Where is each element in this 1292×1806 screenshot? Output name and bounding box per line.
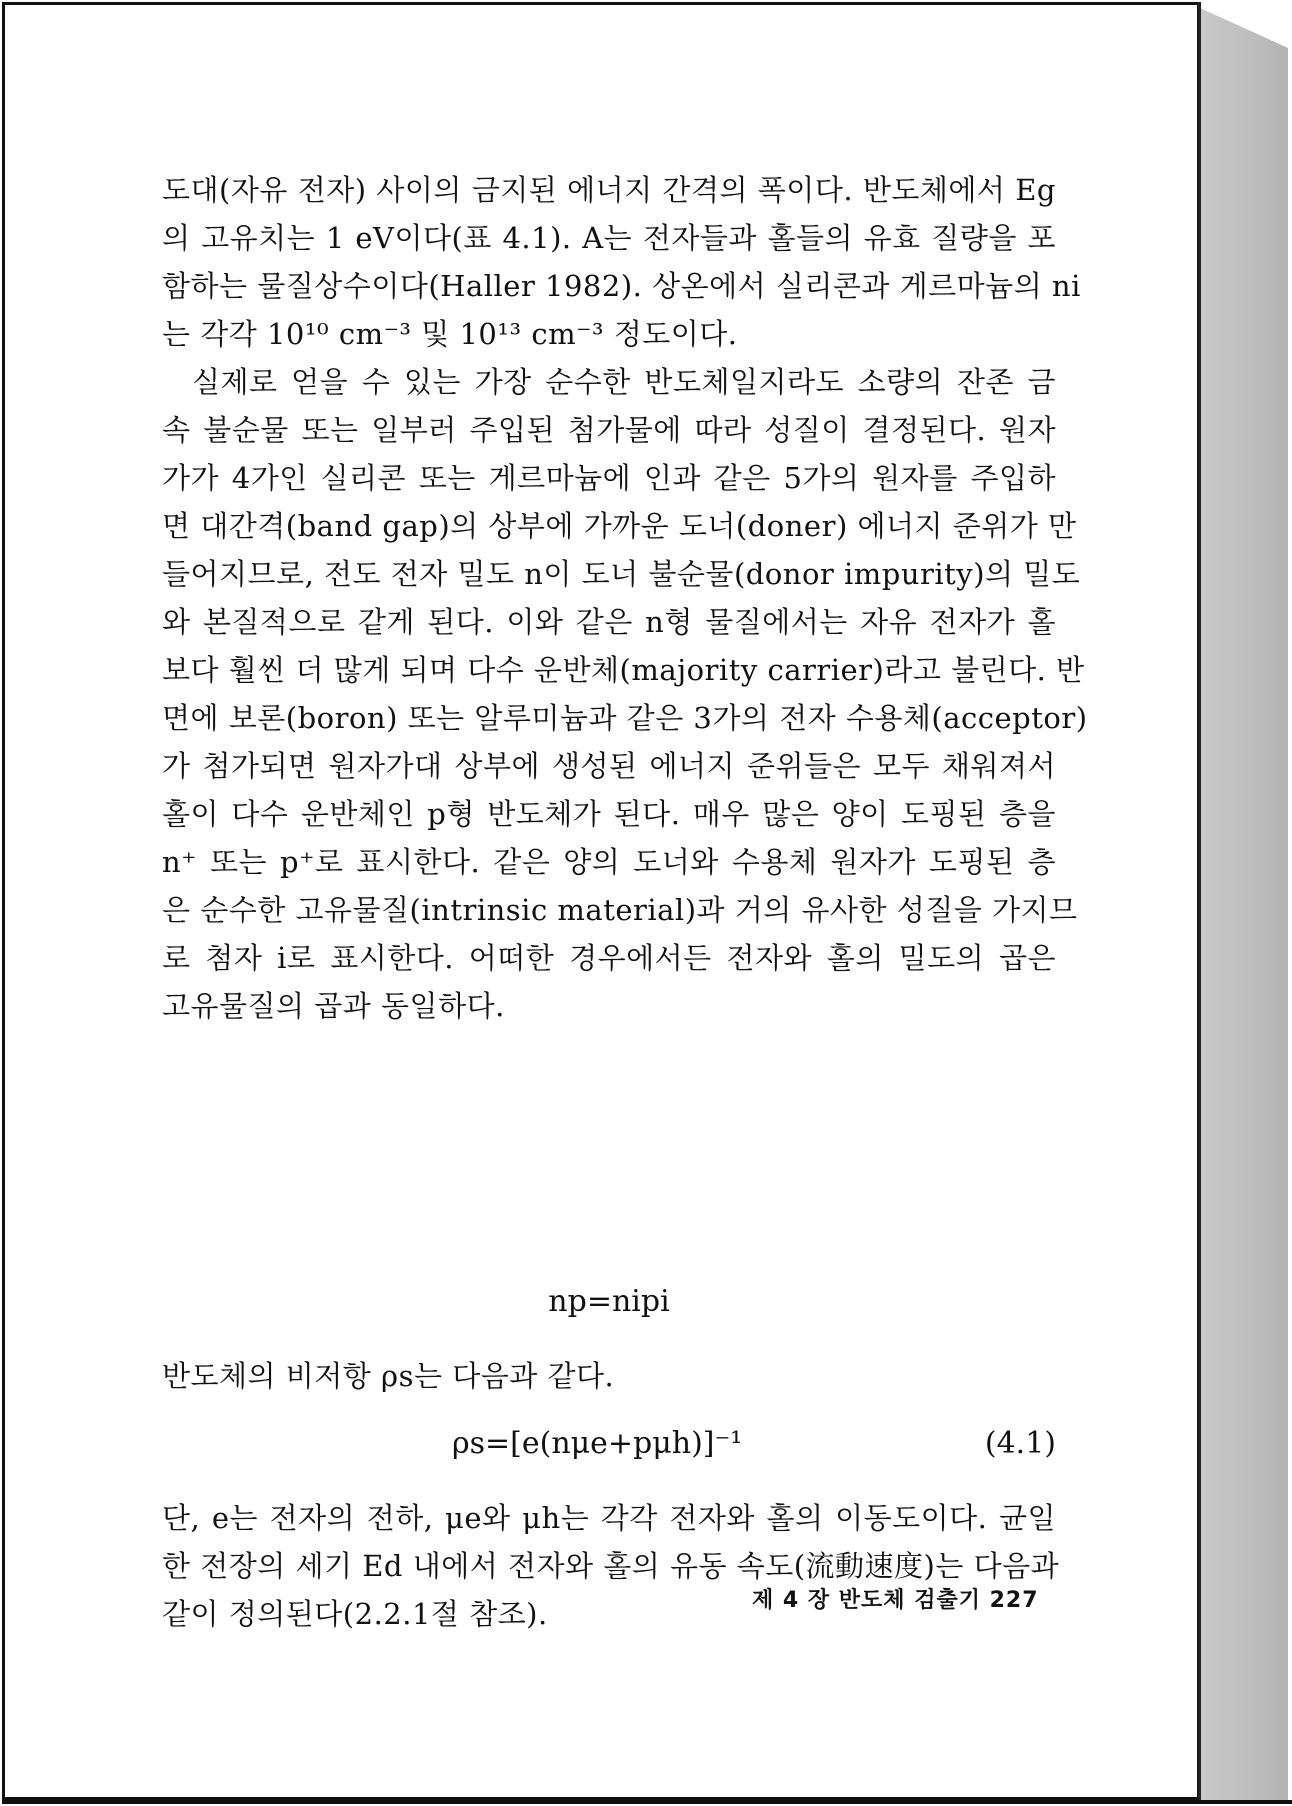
equation-4-1 xyxy=(162,1420,1056,1468)
mobility-line-2: 한 전장의 세기 Ed 내에서 전자와 홀의 유동 속도(流動速度)는 다음과 xyxy=(162,1549,1060,1583)
body-line-5: 실제로 얻을 수 있는 가장 순수한 반도체일지라도 소량의 잔존 금 xyxy=(192,365,1056,399)
body-line-16: 은 순수한 고유물질(intrinsic material)과 거의 유사한 성질을 가지므 xyxy=(162,893,1078,927)
resistivity-line: 반도체의 비저항 ρs는 다음과 같다. xyxy=(162,1359,615,1393)
body-line-10: 와 본질적으로 같게 된다. 이와 같은 n형 물질에서는 자유 전자가 홀 xyxy=(162,605,1056,639)
body-line-2: 의 고유치는 1 eV이다(표 4.1). A는 전자들과 홀들의 유효 질량을 포 xyxy=(162,221,1056,255)
body-line-12: 면에 보론(boron) 또는 알루미늄과 같은 3가의 전자 수용체(acceptor) xyxy=(162,701,1088,735)
page-edge-line xyxy=(1198,2,1201,1802)
equation-4-1-formula: ρs=[e(nμe+pμh)]⁻¹ xyxy=(452,1426,743,1461)
mobility-text xyxy=(162,1494,1060,1638)
body-line-13: 가 첨가되면 원자가대 상부에 생성된 에너지 준위들은 모두 채워져서 xyxy=(162,749,1056,783)
body-line-15: n⁺ 또는 p⁺로 표시한다. 같은 양의 도너와 수용체 원자가 도핑된 층 xyxy=(162,845,1056,879)
body-line-1: 도대(자유 전자) 사이의 금지된 에너지 간격의 폭이다. 반도체에서 Eg xyxy=(162,173,1056,207)
equation-np: np=nipi xyxy=(548,1284,670,1319)
mobility-line-3: 같이 정의된다(2.2.1절 참조). xyxy=(162,1597,548,1631)
body-line-14: 홀이 다수 운반체인 p형 반도체가 된다. 매우 많은 양이 도핑된 층을 xyxy=(162,797,1056,831)
body-line-18: 고유물질의 곱과 동일하다. xyxy=(162,989,505,1023)
body-line-8: 면 대간격(band gap)의 상부에 가까운 도너(doner) 에너지 준위가 만 xyxy=(162,509,1077,543)
body-line-3: 함하는 물질상수이다(Haller 1982). 상온에서 실리콘과 게르마늄의 ni xyxy=(162,269,1081,303)
resistivity-intro xyxy=(162,1352,1056,1400)
body-line-17: 로 첨자 i로 표시한다. 어떠한 경우에서든 전자와 홀의 밀도의 곱은 xyxy=(162,941,1056,975)
body-line-7: 가가 4가인 실리콘 또는 게르마늄에 인과 같은 5가의 원자를 주입하 xyxy=(162,461,1056,495)
mobility-line-1: 단, e는 전자의 전하, μe와 μh는 각각 전자와 홀의 이동도이다. 균일 xyxy=(162,1501,1056,1535)
body-line-6: 속 불순물 또는 일부러 주입된 첨가물에 따라 성질이 결정된다. 원자 xyxy=(162,413,1056,447)
body-line-9: 들어지므로, 전도 전자 밀도 n이 도너 불순물(donor impurity)의 밀도 xyxy=(162,557,1081,591)
book-edge xyxy=(1200,8,1288,1802)
page-bottom-line xyxy=(2,1800,1292,1804)
body-line-4: 는 각각 10¹⁰ cm⁻³ 및 10¹³ cm⁻³ 정도이다. xyxy=(162,317,738,351)
body-line-11: 보다 훨씬 더 많게 되며 다수 운반체(majority carrier)라고 불린다. 반 xyxy=(162,653,1085,687)
equation-number: (4.1) xyxy=(984,1426,1056,1461)
running-footer: 제 4 장 반도체 검출기 227 xyxy=(752,1588,1039,1613)
